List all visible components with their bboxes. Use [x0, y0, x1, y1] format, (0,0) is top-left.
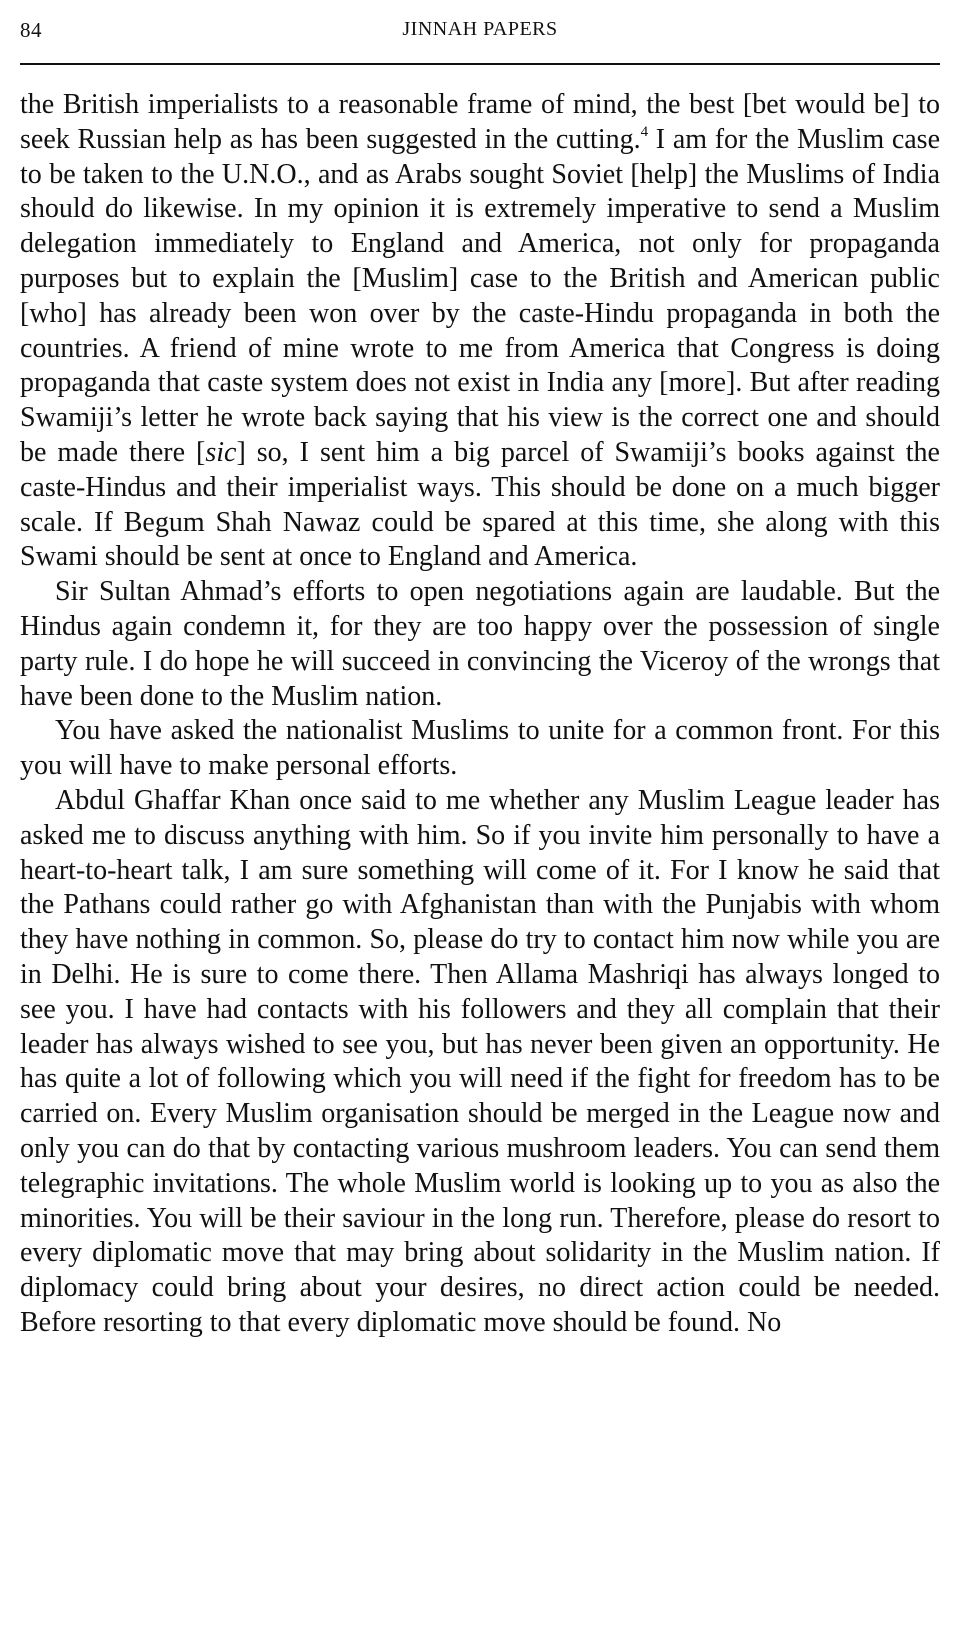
paragraph [20, 575, 940, 714]
book-page [20, 0, 950, 1628]
paragraph [20, 714, 940, 784]
paragraph-text: Sir Sultan Ahmad’s efforts to open negotiations again are laudable. But the Hindus again condemn it, for they are too happy over the possession of single party rule. I do hope he will succeed in convincing the Viceroy of the wrongs that have been done to the Muslim nation. [20, 576, 940, 712]
header-rule [20, 63, 940, 65]
paragraph-text: ] so, I sent him a big parcel of Swamiji’s books against the caste-Hindus and their imperialist ways. This should be done on a much bigger scale. If Begum Shah Nawaz could be spared at this time, she along with this Swami should be sent at once to England and America. [20, 436, 940, 573]
running-title: JINNAH PAPERS [402, 18, 558, 40]
page-header [20, 18, 940, 48]
sic-note: sic [205, 436, 237, 468]
paragraph [20, 88, 940, 575]
footnote-marker: 4 [640, 123, 649, 140]
paragraph-text: You have asked the nationalist Muslims to unite for a common front. For this you will have to make personal efforts. [20, 715, 940, 782]
page-number: 84 [20, 18, 42, 42]
paragraph [20, 784, 940, 1341]
paragraph-text: I am for the Muslim case to be taken to the U.N.O., and as Arabs sought Soviet [help] the Muslims of India should do likewise. In my opinion it is extremely imperative to send a Muslim delegation immediately to England and America, not only for propaganda purposes but to explain the [Muslim] case to the British and American public [who] has already been won over by the caste-Hindu propaganda in both the countries. A friend of mine wrote to me from America that Congress is doing propaganda that caste system does not exist in India any [more]. But after reading Swamiji’s letter he wrote back saying that his view is the correct one and should be made there [ [20, 123, 940, 468]
paragraph-text: the British imperialists to a reasonable frame of mind, the best [bet would be] to seek Russian help as has been suggested in the cutting. [20, 89, 940, 155]
paragraph-text: Abdul Ghaffar Khan once said to me whether any Muslim League leader has asked me to discuss anything with him. So if you invite him personally to have a heart-to-heart talk, I am sure something will come of it. For I know he said that the Pathans could rather go with Afghanistan than with the Punjabis with whom they have nothing in common. So, please do try to contact him now while you are in Delhi. He is sure to come there. Then Allama Mashriqi has always longed to see you. I have had contacts with his followers and they all complain that their leader has always wished to see you, but has never been given an opportunity. He has quite a lot of following which you will need if the fight for freedom has to be carried on. Every Muslim organisation should be merged in the League now and only you can do that by contacting various mushroom leaders. You can send them telegraphic invitations. The whole Muslim world is looking up to you as also the minorities. You will be their saviour in the long run. Therefore, please do resort to every diplomatic move that may bring about solidarity in the Muslim nation. If diplomacy could bring about your desires, no direct action could be needed. Before resorting to that every diplomatic move should be found. No [20, 784, 940, 1338]
body-text [20, 88, 940, 1341]
